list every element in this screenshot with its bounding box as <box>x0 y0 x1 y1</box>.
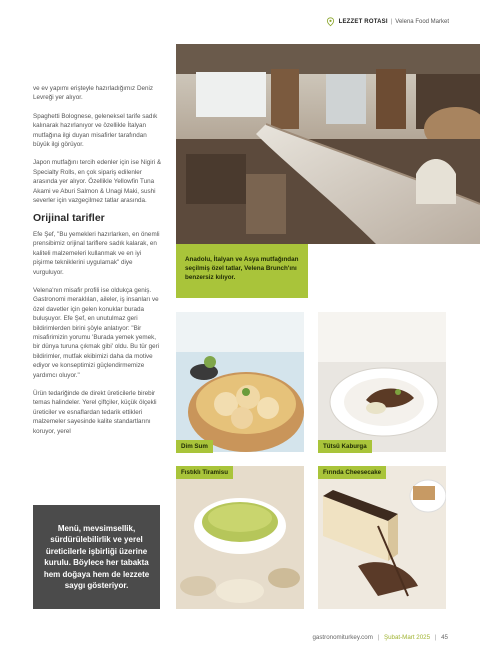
hero-caption <box>176 244 308 298</box>
footer-date: Şubat-Mart 2025 <box>383 634 431 641</box>
smoked-ribs-label: Tütsü Kaburga <box>318 440 372 453</box>
paragraph: ve ev yapımı erişteyle hazırladığımız Deniz Levreği yer alıyor. <box>33 85 154 102</box>
pistachio-tiramisu-label: Fıstıklı Tiramisu <box>176 466 233 479</box>
paragraph: Spaghetti Bolognese, geleneksel tarife sadık kalınarak hazırlanıyor ve özellikle İtalyan mutfağına ilgi duyan misafirler tarafından büyük ilgi görüyor. <box>33 112 158 149</box>
header-subtitle: Velena Food Market <box>395 19 449 25</box>
pull-quote <box>33 505 160 609</box>
section-title: LEZZET ROTASI <box>338 19 388 25</box>
dim-sum-photo <box>176 312 304 452</box>
paragraph: Ürün tedariğinde de direkt üreticilerle birebir temas halindeler. Yerel çiftçiler, küçük ölçekli üreticiler ve esnaflardan tedarik ettikleri malzemeler sayesinde kalite standartlarını koruyor, yerel <box>33 389 157 435</box>
footer-site: gastronomiturkey.com <box>312 634 373 641</box>
dim-sum-label: Dim Sum <box>176 440 213 453</box>
baked-cheesecake-photo <box>318 466 446 609</box>
paragraph: Efe Şef, "Bu yemekleri hazırlarken, en önemli prensibimiz orijinal tariflere sadık kalarak, en kaliteli malzemeleri kullanmak ve en iyi pişirme tekniklerini uygulamak" diye vurguluyor. <box>33 230 160 276</box>
page-number: 45 <box>441 634 448 641</box>
page-footer <box>312 634 448 641</box>
map-pin-icon <box>326 17 335 27</box>
page-header <box>326 17 449 27</box>
article-body <box>33 84 163 445</box>
section-heading: Orijinal tarifler <box>33 212 105 225</box>
pull-quote-text: Menü, mevsimsellik, sürdürülebilirlik ve yerel üreticilerle işbirliği üzerine kurulu. Böylece her tabakta hem doğaya hem de lezzete saygı gösteriyor. <box>43 523 150 590</box>
paragraph: Japon mutfağını tercih edenler için ise Nigiri & Specialty Rolls, en çok sipariş edilenler arasında yer alıyor. Özellikle Yellowfin Tuna Akami ve Aburi Salmon & Unagi Maki, sushi severler için vazgeçilmez tatlar arasında. <box>33 159 162 205</box>
smoked-ribs-photo <box>318 312 446 452</box>
baked-cheesecake-label: Fırında Cheesecake <box>318 466 386 479</box>
paragraph: Velena'nın misafir profili ise oldukça geniş. Gastronomi meraklıları, aileler, iş insanları ve özel davetler için gelen konuklar burada buluşuyor. Efe Şef, en unutulmaz geri bildirimlerden birini şöyle anlatıyor: "Bir misafirimizin yorumu 'Burada yemek yemek, bir dünya turuna çıkmak gibi' oldu. Bu tür geri bildirimler, mutfak ekibimizi daha da motive ediyor ve konseptimizi güçlendirmemize yardımcı oluyor." <box>33 286 160 379</box>
pistachio-tiramisu-photo <box>176 466 304 609</box>
footer-separator: | <box>434 634 437 641</box>
footer-separator: | <box>377 634 380 641</box>
hero-caption-text: Anadolu, İtalyan ve Asya mutfağından seçilmiş özel tatlar, Velena Brunch'ını benzersiz kılıyor. <box>185 256 299 281</box>
header-separator: | <box>390 19 393 25</box>
restaurant-interior-photo <box>176 44 480 244</box>
